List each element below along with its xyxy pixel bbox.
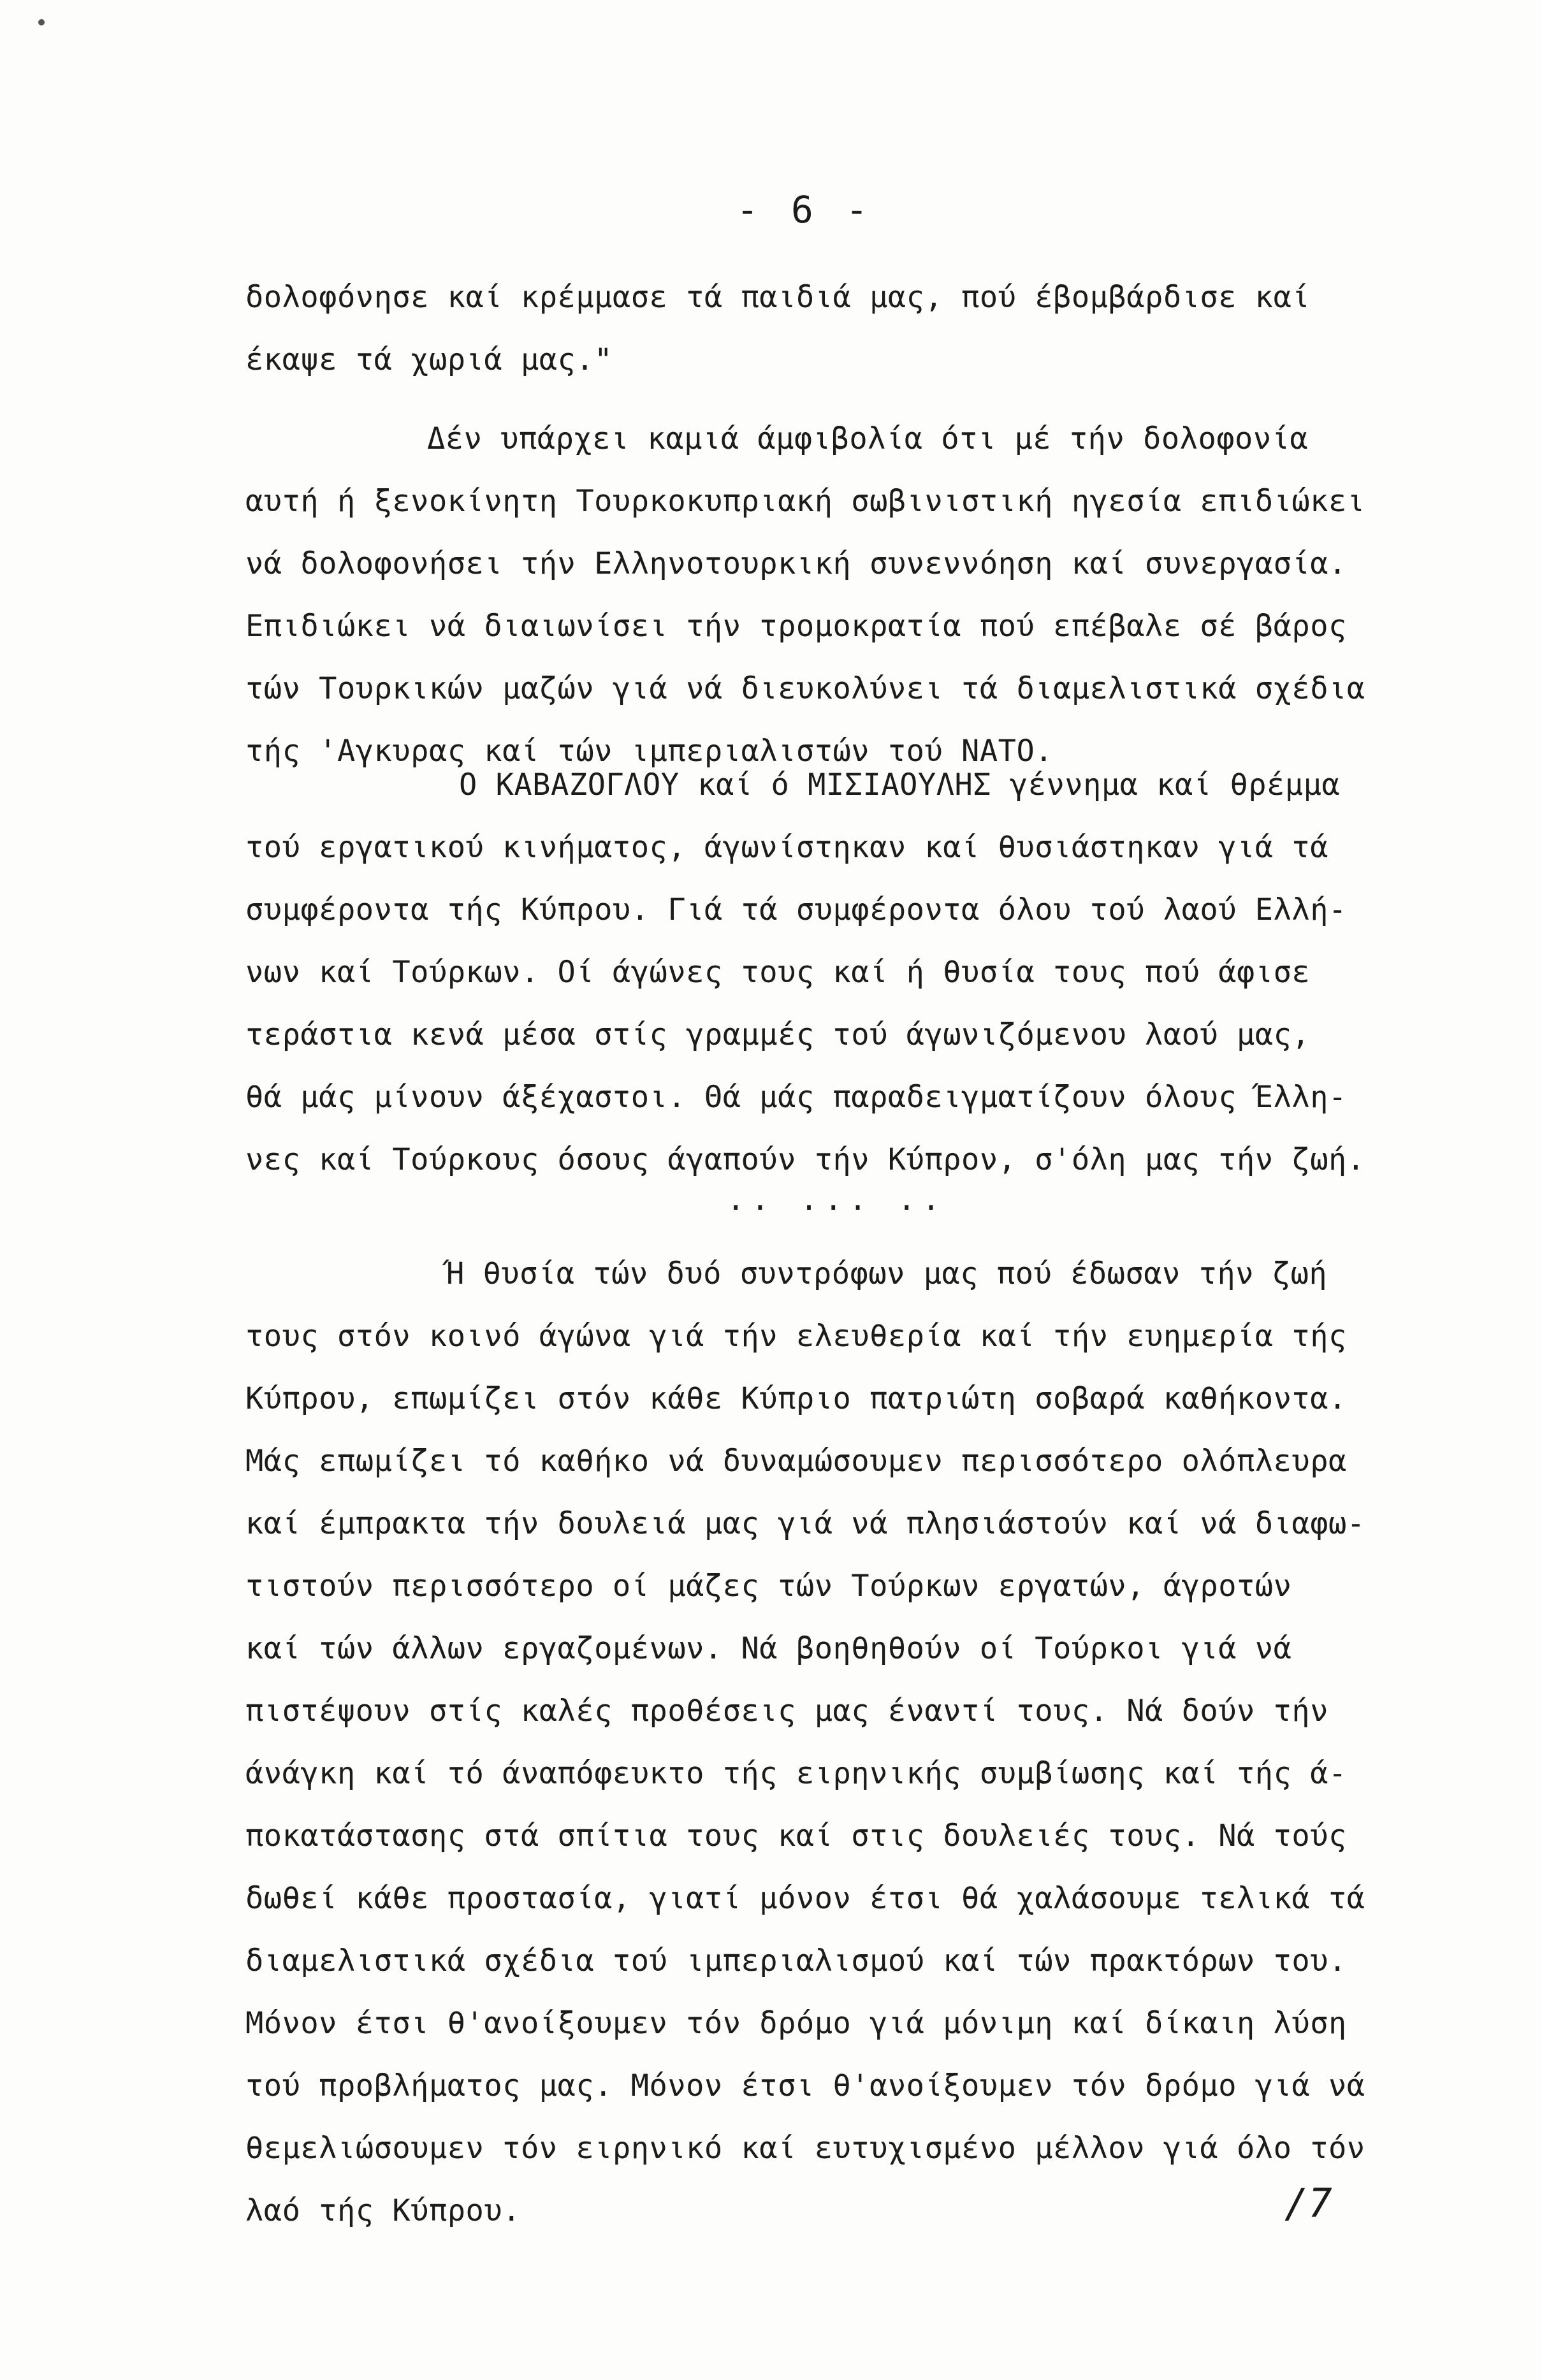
text-line: τού εργατικού κινήματος, άγωνίστηκαν καί θυσιάστηκαν γιά τά	[245, 830, 1328, 865]
text-line: πιστέψουν στίς καλές προθέσεις μας έναντί τους. Νά δούν τήν	[245, 1694, 1328, 1729]
text-line: Μόνον έτσι θ'ανοίξουμεν τόν δρόμο γιά μόνιμη καί δίκαιη λύση	[245, 2006, 1347, 2041]
text-line: αυτή ή ξενοκίνητη Τουρκοκυπριακή σωβινιστική ηγεσία επιδιώκει	[245, 484, 1365, 519]
text-line: θεμελιώσουμεν τόν ειρηνικό καί ευτυχισμένο μέλλον γιά όλο τόν	[245, 2131, 1365, 2166]
text-line: τους στόν κοινό άγώνα γιά τήν ελευθερία καί τήν ευημερία τής	[245, 1319, 1347, 1354]
section-separator: .. ... ..	[727, 1182, 947, 1217]
text-line: ποκατάστασης στά σπίτια τους καί στις δουλειές τους. Νά τούς	[245, 1818, 1347, 1854]
text-line: Μάς επωμίζει τό καθήκο νά δυναμώσουμεν περισσότερο ολόπλευρα	[245, 1444, 1347, 1479]
text-line: Κύπρου, επωμίζει στόν κάθε Κύπριο πατριώτη σοβαρά καθήκοντα.	[245, 1381, 1347, 1416]
text-line: άνάγκη καί τό άναπόφευκτο τής ειρηνικής συμβίωσης καί τής ά-	[245, 1756, 1347, 1791]
text-line: τεράστια κενά μέσα στίς γραμμές τού άγωνιζόμενου λαού μας,	[245, 1017, 1311, 1052]
text-line: νων καί Τούρκων. Οί άγώνες τους καί ή θυσία τους πού άφισε	[245, 955, 1311, 990]
page-number: - 6 -	[736, 188, 873, 231]
text-line: Δέν υπάρχει καμιά άμφιβολία ότι μέ τήν δολοφονία	[427, 421, 1309, 456]
text-line: καί έμπρακτα τήν δουλειά μας γιά νά πλησιάστούν καί νά διαφω-	[245, 1506, 1365, 1541]
text-line: θά μάς μίνουν άξέχαστοι. Θά μάς παραδειγματίζουν όλους Έλλη-	[245, 1080, 1347, 1115]
paragraph-assassination-aims	[245, 408, 1457, 783]
text-line: Επιδιώκει νά διαιωνίσει τήν τρομοκρατία πού επέβαλε σέ βάρος	[245, 609, 1347, 644]
paragraph-tribute	[245, 754, 1457, 1191]
text-line: συμφέροντα τής Κύπρου. Γιά τά συμφέροντα όλου τού λαού Ελλή-	[245, 892, 1347, 927]
text-line: λαό τής Κύπρου.	[245, 2193, 521, 2228]
text-line: νά δολοφονήσει τήν Ελληνοτουρκική συνεννόηση καί συνεργασία.	[245, 546, 1347, 581]
paragraph-continuation	[245, 266, 1457, 391]
text-line: τών Τουρκικών μαζών γιά νά διευκολύνει τά διαμελιστικά σχέδια	[245, 671, 1365, 706]
text-line: Ή θυσία τών δυό συντρόφων μας πού έδωσαν τήν ζωή	[446, 1256, 1328, 1291]
paragraph-duties	[245, 1243, 1457, 2242]
text-line: νες καί Τούρκους όσους άγαπούν τήν Κύπρον, σ'όλη μας τήν ζωή.	[245, 1142, 1365, 1177]
text-line: καί τών άλλων εργαζομένων. Νά βοηθηθούν οί Τούρκοι γιά νά	[245, 1631, 1292, 1666]
text-line: διαμελιστικά σχέδια τού ιμπεριαλισμού καί τών πρακτόρων του.	[245, 1943, 1347, 1978]
text-line: τιστούν περισσότερο οί μάζες τών Τούρκων εργατών, άγροτών	[245, 1569, 1292, 1604]
scan-artifact-dot	[38, 19, 45, 25]
text-line: Ο ΚΑΒΑΖΟΓΛΟΥ καί ό ΜΙΣΙΑΟΥΛΗΣ γέννημα καί θρέμμα	[459, 767, 1341, 802]
text-line: δολοφόνησε καί κρέμμασε τά παιδιά μας, πού έβομβάρδισε καί	[245, 280, 1311, 315]
next-page-marker: /7	[1284, 2180, 1332, 2226]
text-line: έκαψε τά χωριά μας."	[245, 342, 613, 377]
text-line: δωθεί κάθε προστασία, γιατί μόνον έτσι θά χαλάσουμε τελικά τά	[245, 1881, 1365, 1916]
text-line: τής 'Αγκυρας καί τών ιμπεριαλιστών τού ΝΑΤΟ.	[245, 734, 1054, 769]
text-line: τού προβλήματος μας. Μόνον έτσι θ'ανοίξουμεν τόν δρόμο γιά νά	[245, 2068, 1365, 2103]
